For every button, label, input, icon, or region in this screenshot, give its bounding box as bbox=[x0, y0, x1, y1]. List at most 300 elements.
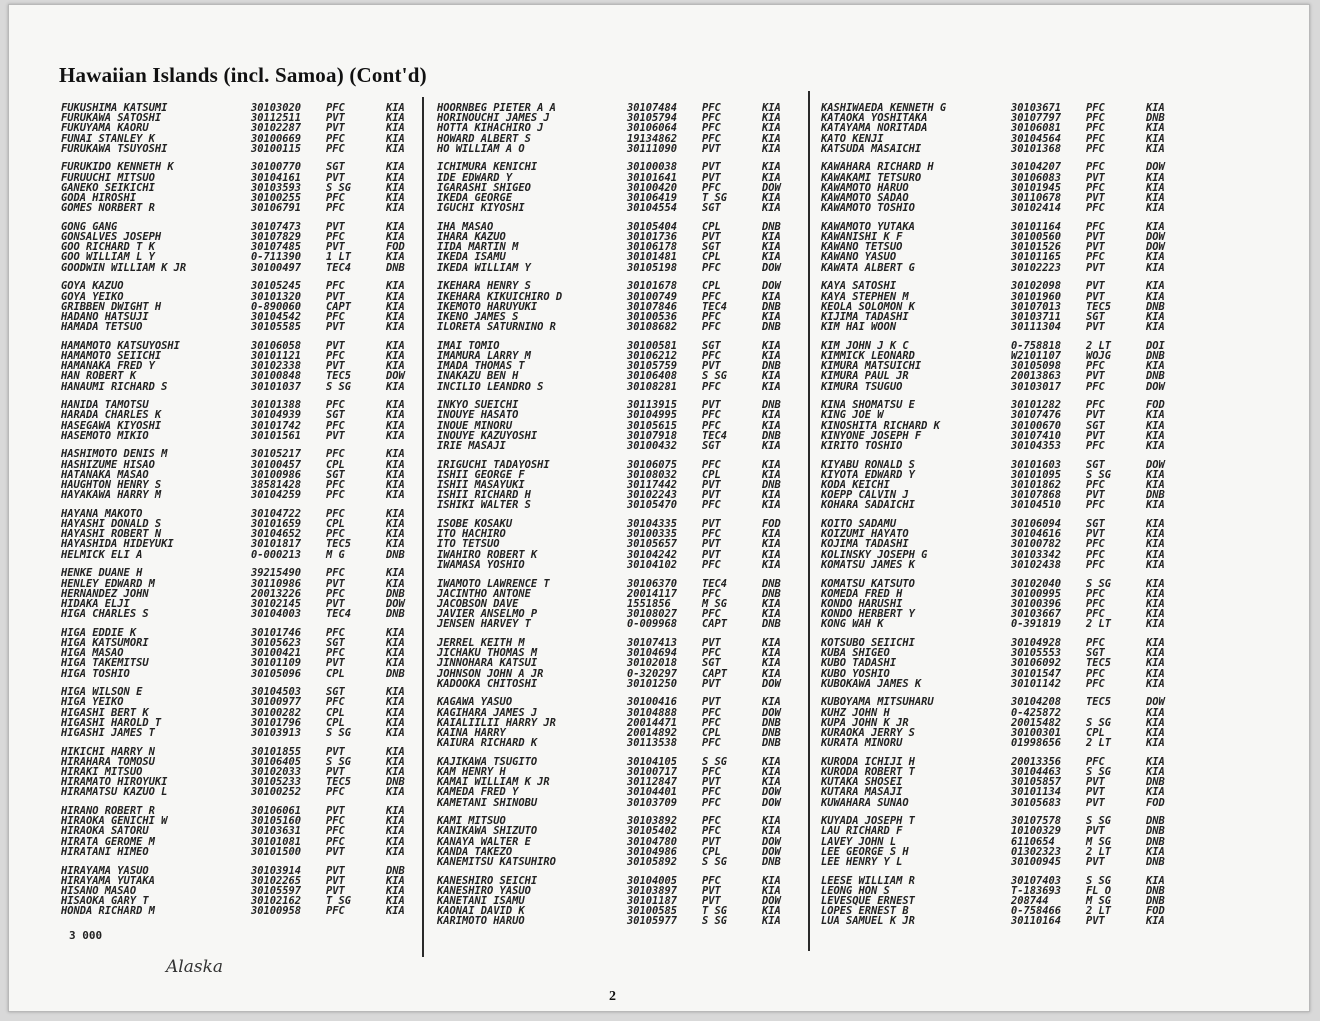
entry-serial-number: 30104463 bbox=[1011, 766, 1062, 778]
entry-name: IMAI TOMIO bbox=[437, 339, 500, 352]
entry-status: DOW bbox=[1146, 161, 1165, 174]
entry-serial-number: 30100038 bbox=[627, 161, 678, 174]
entry-name: INOUYE KAZUYOSHI bbox=[437, 429, 538, 442]
entry-rank: PFC bbox=[702, 716, 721, 729]
entry-status: KIA bbox=[1146, 310, 1165, 323]
entry-rank: T SG bbox=[326, 895, 352, 908]
entry-status: FOD bbox=[1146, 796, 1165, 809]
entry-name: KAYA STEPHEN M bbox=[821, 290, 909, 303]
entry-name: JACOBSON DAVE bbox=[437, 597, 519, 610]
entry-serial-number: 30108032 bbox=[627, 468, 678, 481]
entry-status: DOW bbox=[1146, 458, 1165, 471]
entry-serial-number: 30101095 bbox=[1011, 468, 1062, 481]
entry-rank: CAPT bbox=[326, 300, 352, 313]
entry-name: HAYANA MAKOTO bbox=[61, 507, 143, 520]
entry-name: KAWAMOTO HARUO bbox=[821, 181, 909, 194]
entry-status: KIA bbox=[386, 905, 405, 918]
entry-rank: PVT bbox=[1086, 370, 1105, 383]
entry-status: KIA bbox=[762, 380, 781, 393]
entry-serial-number: 30104510 bbox=[1011, 499, 1062, 512]
entry-serial-number: 30105657 bbox=[627, 538, 678, 551]
entry-rank: PFC bbox=[326, 489, 345, 502]
entry-serial-number: 30102145 bbox=[251, 597, 302, 610]
entry-name: LEE HENRY Y L bbox=[821, 856, 903, 868]
entry-status: KIA bbox=[386, 766, 405, 778]
entry-rank: PVT bbox=[702, 142, 721, 155]
entry-serial-number: 30104242 bbox=[627, 548, 678, 561]
entry-serial-number: 0-711390 bbox=[251, 251, 302, 264]
entry-status: KIA bbox=[1146, 587, 1165, 600]
entry-serial-number: 30103667 bbox=[1011, 608, 1062, 621]
entry-name: GONG GANG bbox=[61, 220, 118, 233]
entry-status: KIA bbox=[386, 102, 405, 114]
entry-serial-number: 30100301 bbox=[1011, 726, 1062, 739]
entry-name: INOUE MINORU bbox=[437, 419, 513, 432]
roster-group bbox=[821, 281, 1221, 332]
entry-status: KIA bbox=[1146, 220, 1165, 233]
entry-serial-number: 30100457 bbox=[251, 458, 302, 471]
entry-status: KIA bbox=[1146, 280, 1165, 293]
entry-rank: CPL bbox=[702, 468, 721, 481]
entry-status: KIA bbox=[386, 626, 405, 639]
entry-serial-number: 30102438 bbox=[1011, 558, 1062, 571]
entry-serial-number: 30100749 bbox=[627, 290, 678, 303]
entry-rank: PFC bbox=[702, 706, 721, 719]
entry-status: FOD bbox=[1146, 905, 1165, 918]
entry-status: KIA bbox=[386, 300, 405, 313]
entry-rank: TEC4 bbox=[326, 261, 352, 274]
entry-name: HIGA TAKEMITSU bbox=[61, 657, 149, 670]
entry-status: KIA bbox=[1146, 261, 1165, 274]
entry-status: DNB bbox=[386, 608, 405, 621]
entry-serial-number: 30104986 bbox=[627, 845, 678, 858]
entry-serial-number: 0-000213 bbox=[251, 548, 302, 561]
entry-serial-number: 30105597 bbox=[251, 884, 302, 897]
entry-name: KINOSHITA RICHARD K bbox=[821, 419, 940, 432]
roster-entry bbox=[61, 263, 461, 273]
roster-entry bbox=[437, 658, 837, 668]
entry-status: KIA bbox=[386, 339, 405, 352]
entry-status: KIA bbox=[762, 905, 781, 918]
entry-serial-number: 30107868 bbox=[1011, 489, 1062, 502]
entry-status: KIA bbox=[386, 429, 405, 442]
entry-serial-number: 30102414 bbox=[1011, 202, 1062, 215]
entry-name: KANAYA WALTER E bbox=[437, 835, 531, 848]
entry-rank: 2 LT bbox=[1086, 905, 1112, 918]
roster-entry bbox=[61, 906, 461, 916]
entry-rank: PFC bbox=[702, 528, 721, 541]
roster-group bbox=[821, 103, 1221, 154]
entry-name: KAWATA ALBERT G bbox=[821, 261, 915, 274]
entry-status: KIA bbox=[386, 538, 405, 551]
roster-entry bbox=[821, 658, 1221, 668]
entry-rank: PFC bbox=[702, 874, 721, 887]
entry-serial-number: 30105623 bbox=[251, 636, 302, 649]
entry-status: KIA bbox=[762, 468, 781, 481]
entry-status: KIA bbox=[386, 567, 405, 580]
entry-status: KIA bbox=[386, 171, 405, 184]
entry-rank: PFC bbox=[326, 142, 345, 155]
roster-entry bbox=[821, 281, 1221, 291]
entry-name: ISHII MASAYUKI bbox=[437, 479, 525, 491]
entry-name: LOPES ERNEST B bbox=[821, 905, 909, 918]
entry-name: KADOOKA CHITOSHI bbox=[437, 677, 538, 690]
entry-name: KAWANO YASUO bbox=[821, 251, 897, 264]
entry-status: KIA bbox=[386, 805, 405, 818]
entry-rank: TEC4 bbox=[702, 577, 728, 590]
entry-status: KIA bbox=[762, 112, 781, 125]
entry-status: KIA bbox=[762, 310, 781, 323]
entry-rank: PVT bbox=[326, 171, 345, 184]
roster-entry bbox=[61, 322, 461, 332]
roster-group bbox=[61, 866, 461, 917]
entry-status: DOW bbox=[1146, 380, 1165, 393]
entry-name: KIJIMA TADASHI bbox=[821, 310, 909, 323]
entry-rank: PFC bbox=[702, 321, 721, 334]
entry-name: HARADA CHARLES K bbox=[61, 409, 162, 422]
entry-name: IGUCHI KIYOSHI bbox=[437, 202, 525, 215]
entry-status: KIA bbox=[762, 884, 781, 897]
entry-status: KIA bbox=[1146, 677, 1165, 690]
entry-rank: PFC bbox=[326, 815, 345, 828]
entry-name: KIYABU RONALD S bbox=[821, 458, 915, 471]
entry-rank: PFC bbox=[1086, 399, 1105, 412]
roster-entry bbox=[821, 798, 1221, 808]
entry-name: LAVEY JOHN L bbox=[821, 835, 897, 848]
entry-status: KIA bbox=[1146, 657, 1165, 670]
entry-rank: PFC bbox=[1086, 755, 1105, 768]
entry-rank: PVT bbox=[702, 548, 721, 561]
entry-rank: SGT bbox=[1086, 458, 1105, 471]
entry-rank: SGT bbox=[326, 409, 345, 422]
roster-entry bbox=[61, 847, 461, 857]
roster-entry bbox=[61, 371, 461, 381]
entry-status: KIA bbox=[386, 419, 405, 432]
roster-group bbox=[437, 103, 837, 154]
entry-name: KODA KEICHI bbox=[821, 479, 890, 491]
entry-status: KIA bbox=[386, 181, 405, 194]
entry-name: KANIKAWA SHIZUTO bbox=[437, 825, 538, 838]
entry-name: FURUKIDO KENNETH K bbox=[61, 161, 174, 174]
entry-serial-number: 30106419 bbox=[627, 192, 678, 204]
roster-group bbox=[821, 579, 1221, 630]
entry-name: KIMURA MATSUICHI bbox=[821, 360, 922, 373]
entry-serial-number: 30104161 bbox=[251, 171, 302, 184]
entry-serial-number: 30104995 bbox=[627, 409, 678, 422]
entry-serial-number: 30113538 bbox=[627, 737, 678, 750]
entry-status: KIA bbox=[386, 577, 405, 590]
entry-status: KIA bbox=[1146, 171, 1165, 184]
entry-serial-number: 30104564 bbox=[1011, 132, 1062, 145]
entry-serial-number: 30104722 bbox=[251, 507, 302, 520]
entry-rank: PVT bbox=[1086, 825, 1105, 838]
entry-rank: PFC bbox=[702, 766, 721, 778]
entry-status: DNB bbox=[762, 618, 781, 631]
entry-status: KIA bbox=[762, 202, 781, 215]
entry-serial-number: 0-009968 bbox=[627, 618, 678, 631]
roster-entry bbox=[61, 669, 461, 679]
entry-rank: 1 LT bbox=[326, 251, 352, 264]
entry-name: KAMEDA FRED Y bbox=[437, 786, 519, 799]
entry-status: KIA bbox=[386, 290, 405, 303]
roster-group bbox=[61, 341, 461, 392]
entry-serial-number: 30106064 bbox=[627, 122, 678, 135]
entry-rank: PVT bbox=[326, 220, 345, 233]
entry-name: IWAMOTO LAWRENCE T bbox=[437, 577, 550, 590]
entry-rank: PFC bbox=[1086, 667, 1105, 680]
entry-status: KIA bbox=[762, 608, 781, 621]
entry-serial-number: 30106061 bbox=[251, 805, 302, 818]
entry-name: KIMMICK LEONARD bbox=[821, 349, 915, 362]
entry-rank: SGT bbox=[1086, 310, 1105, 323]
entry-rank: PVT bbox=[326, 805, 345, 818]
entry-status: KIA bbox=[386, 122, 405, 135]
entry-status: KIA bbox=[1146, 667, 1165, 680]
entry-serial-number: 30101282 bbox=[1011, 399, 1062, 412]
entry-serial-number: 30105794 bbox=[627, 112, 678, 125]
entry-serial-number: 30100115 bbox=[251, 142, 302, 155]
entry-serial-number: 30100335 bbox=[627, 528, 678, 541]
entry-rank: PVT bbox=[702, 489, 721, 502]
entry-name: KOMATSU KATSUTO bbox=[821, 577, 915, 590]
entry-name: JENSEN HARVEY T bbox=[437, 618, 531, 631]
entry-name: KING JOE W bbox=[821, 409, 884, 422]
entry-name: HAYASHI DONALD S bbox=[61, 518, 162, 531]
entry-status: KIA bbox=[386, 409, 405, 422]
entry-serial-number: 30105217 bbox=[251, 448, 302, 461]
entry-serial-number: 38581428 bbox=[251, 479, 302, 491]
entry-status: DNB bbox=[1146, 884, 1165, 897]
entry-name: KUWAHARA SUNAO bbox=[821, 796, 909, 809]
entry-status: DNB bbox=[386, 548, 405, 561]
entry-name: IWAMASA YOSHIO bbox=[437, 558, 525, 571]
entry-name: KAWAKAMI TETSURO bbox=[821, 171, 922, 184]
entry-rank: TEC4 bbox=[702, 300, 728, 313]
entry-name: KUYADA JOSEPH T bbox=[821, 815, 915, 828]
entry-rank: PVT bbox=[326, 597, 345, 610]
entry-status: KIA bbox=[386, 161, 405, 174]
entry-serial-number: 20014117 bbox=[627, 587, 678, 600]
entry-name: KOEPP CALVIN J bbox=[821, 489, 909, 502]
entry-status: DNB bbox=[762, 737, 781, 750]
entry-name: KAGAWA YASUO bbox=[437, 696, 513, 709]
entry-status: DOW bbox=[762, 786, 781, 799]
entry-status: KIA bbox=[762, 339, 781, 352]
entry-serial-number: 30101187 bbox=[627, 895, 678, 908]
roster-entry bbox=[61, 568, 461, 578]
entry-name: HIGA EDDIE K bbox=[61, 626, 137, 639]
entry-rank: PFC bbox=[326, 567, 345, 580]
entry-rank: PFC bbox=[1086, 102, 1105, 114]
entry-rank: M SG bbox=[1086, 895, 1112, 908]
entry-serial-number: 30105892 bbox=[627, 856, 678, 868]
entry-rank: CPL bbox=[326, 667, 345, 680]
entry-serial-number: 30107410 bbox=[1011, 429, 1062, 442]
entry-rank: PVT bbox=[1086, 409, 1105, 422]
entry-status: KIA bbox=[1146, 102, 1165, 114]
entry-serial-number: 30103892 bbox=[627, 815, 678, 828]
roster-group bbox=[61, 509, 461, 560]
entry-rank: SGT bbox=[702, 339, 721, 352]
entry-status: DNB bbox=[386, 261, 405, 274]
roster-group bbox=[437, 281, 837, 332]
entry-serial-number: 30100252 bbox=[251, 786, 302, 799]
entry-name: HIRATANI HIMEO bbox=[61, 845, 149, 858]
entry-name: HAUGHTON HENRY S bbox=[61, 479, 162, 491]
entry-name: KONDO HERBERT Y bbox=[821, 608, 915, 621]
entry-status: DOW bbox=[1146, 696, 1165, 709]
entry-serial-number: 30112847 bbox=[627, 776, 678, 789]
entry-rank: SGT bbox=[1086, 647, 1105, 660]
entry-name: KAGIHARA JAMES J bbox=[437, 706, 538, 719]
entry-name: KOMATSU JAMES K bbox=[821, 558, 915, 571]
entry-rank: PVT bbox=[1086, 856, 1105, 868]
entry-serial-number: 30105245 bbox=[251, 280, 302, 293]
entry-rank: 2 LT bbox=[1086, 618, 1112, 631]
entry-rank: PFC bbox=[1086, 587, 1105, 600]
page-number: 2 bbox=[609, 989, 616, 1004]
entry-name: KIM JOHN J K C bbox=[821, 339, 909, 352]
entry-status: DNB bbox=[762, 479, 781, 491]
entry-status: KIA bbox=[386, 251, 405, 264]
entry-rank: M SG bbox=[1086, 835, 1112, 848]
entry-rank: PFC bbox=[326, 786, 345, 799]
entry-rank: PFC bbox=[326, 448, 345, 461]
entry-name: IKEHARA KIKUICHIRO D bbox=[437, 290, 563, 303]
entry-serial-number: 30107797 bbox=[1011, 112, 1062, 125]
entry-serial-number: 30101081 bbox=[251, 835, 302, 848]
entry-rank: PVT bbox=[702, 360, 721, 373]
entry-serial-number: 30106370 bbox=[627, 577, 678, 590]
entry-name: IRIE MASAJI bbox=[437, 439, 506, 452]
entry-name: HIGA WILSON E bbox=[61, 686, 143, 699]
entry-status: FOD bbox=[762, 518, 781, 531]
entry-status: KIA bbox=[762, 755, 781, 768]
entry-serial-number: 30100416 bbox=[627, 696, 678, 709]
entry-name: GANEKO SEIKICHI bbox=[61, 181, 155, 194]
entry-name: KOLINSKY JOSEPH G bbox=[821, 548, 928, 561]
entry-rank: PFC bbox=[326, 647, 345, 660]
entry-status: KIA bbox=[1146, 548, 1165, 561]
entry-serial-number: 30101960 bbox=[1011, 290, 1062, 303]
entry-rank: PFC bbox=[702, 587, 721, 600]
roster-entry bbox=[437, 857, 837, 867]
entry-status: KIA bbox=[1146, 122, 1165, 135]
entry-serial-number: 30104208 bbox=[1011, 696, 1062, 709]
entry-serial-number: 30107013 bbox=[1011, 300, 1062, 313]
entry-rank: M SG bbox=[702, 597, 728, 610]
roster-entry bbox=[437, 916, 837, 926]
entry-rank: SGT bbox=[702, 202, 721, 215]
entry-rank: PFC bbox=[326, 231, 345, 244]
entry-rank: PVT bbox=[702, 696, 721, 709]
entry-serial-number: 30107403 bbox=[1011, 874, 1062, 887]
entry-rank: PVT bbox=[326, 577, 345, 590]
entry-status: KIA bbox=[1146, 608, 1165, 621]
entry-status: DNB bbox=[1146, 489, 1165, 502]
entry-name: FUKUSHIMA KATSUMI bbox=[61, 102, 168, 114]
entry-status: KIA bbox=[762, 102, 781, 114]
entry-serial-number: 30102018 bbox=[627, 657, 678, 670]
entry-serial-number: 10100329 bbox=[1011, 825, 1062, 838]
entry-serial-number: 30103631 bbox=[251, 825, 302, 838]
roster-entry bbox=[437, 500, 837, 510]
entry-rank: PVT bbox=[1086, 290, 1105, 303]
entry-status: KIA bbox=[386, 349, 405, 362]
entry-name: HONDA RICHARD M bbox=[61, 905, 155, 918]
roster-entry bbox=[61, 431, 461, 441]
roster-group bbox=[821, 222, 1221, 273]
entry-rank: TEC5 bbox=[326, 370, 352, 383]
entry-serial-number: 30117442 bbox=[627, 479, 678, 491]
entry-name: IWAHIRO ROBERT K bbox=[437, 548, 538, 561]
entry-serial-number: 30100848 bbox=[251, 370, 302, 383]
entry-name: FUNAI STANLEY K bbox=[61, 132, 155, 145]
entry-status: DNB bbox=[1146, 815, 1165, 828]
roster-entry bbox=[821, 738, 1221, 748]
roster-group bbox=[821, 638, 1221, 689]
entry-rank: TEC5 bbox=[1086, 696, 1112, 709]
roster-entry bbox=[821, 382, 1221, 392]
entry-serial-number: 30104207 bbox=[1011, 161, 1062, 174]
entry-rank: PVT bbox=[1086, 231, 1105, 244]
entry-serial-number: 30103914 bbox=[251, 864, 302, 877]
roster-entry bbox=[61, 281, 461, 291]
entry-name: JOHNSON JOHN A JR bbox=[437, 667, 544, 680]
entry-status: DOW bbox=[386, 370, 405, 383]
entry-rank: PFC bbox=[1086, 360, 1105, 373]
entry-rank: CAPT bbox=[702, 667, 728, 680]
entry-name: IDE EDWARD Y bbox=[437, 171, 513, 184]
entry-name: HIGA YEIKO bbox=[61, 696, 124, 709]
roster-column-1 bbox=[61, 103, 461, 925]
entry-rank: TEC5 bbox=[1086, 657, 1112, 670]
entry-status: KIA bbox=[386, 489, 405, 502]
entry-rank: CPL bbox=[326, 716, 345, 729]
entry-name: FURUKAWA SATOSHI bbox=[61, 112, 162, 125]
entry-name: GOYA KAZUO bbox=[61, 280, 124, 293]
entry-name: KIMURA PAUL JR bbox=[821, 370, 909, 383]
entry-status: KIA bbox=[386, 755, 405, 768]
entry-rank: PVT bbox=[702, 835, 721, 848]
entry-name: LEESE WILLIAM R bbox=[821, 874, 915, 887]
entry-serial-number: 30102162 bbox=[251, 895, 302, 908]
entry-serial-number: 30103593 bbox=[251, 181, 302, 194]
entry-name: KAINA HARRY bbox=[437, 726, 506, 739]
entry-status: KIA bbox=[386, 647, 405, 660]
entry-serial-number: 30113915 bbox=[627, 399, 678, 412]
roster-entry bbox=[61, 550, 461, 560]
entry-name: KAJIKAWA TSUGITO bbox=[437, 755, 538, 768]
entry-name: HIGA TOSHIO bbox=[61, 667, 130, 680]
entry-name: KIYOTA EDWARD Y bbox=[821, 468, 915, 481]
entry-rank: PFC bbox=[326, 102, 345, 114]
entry-serial-number: 30100585 bbox=[627, 905, 678, 918]
entry-rank: PVT bbox=[702, 776, 721, 789]
entry-serial-number: 30101500 bbox=[251, 845, 302, 858]
entry-serial-number: 20013863 bbox=[1011, 370, 1062, 383]
entry-serial-number: 30104005 bbox=[627, 874, 678, 887]
entry-serial-number: 208744 bbox=[1011, 895, 1049, 908]
entry-name: KAIURA RICHARD K bbox=[437, 737, 538, 750]
roster-entry bbox=[437, 738, 837, 748]
roster-group bbox=[61, 449, 461, 500]
roster-entry bbox=[437, 382, 837, 392]
entry-name: HAYAKAWA HARRY M bbox=[61, 489, 162, 502]
entry-rank: CPL bbox=[1086, 726, 1105, 739]
entry-rank: SGT bbox=[702, 439, 721, 452]
entry-status: DNB bbox=[762, 429, 781, 442]
